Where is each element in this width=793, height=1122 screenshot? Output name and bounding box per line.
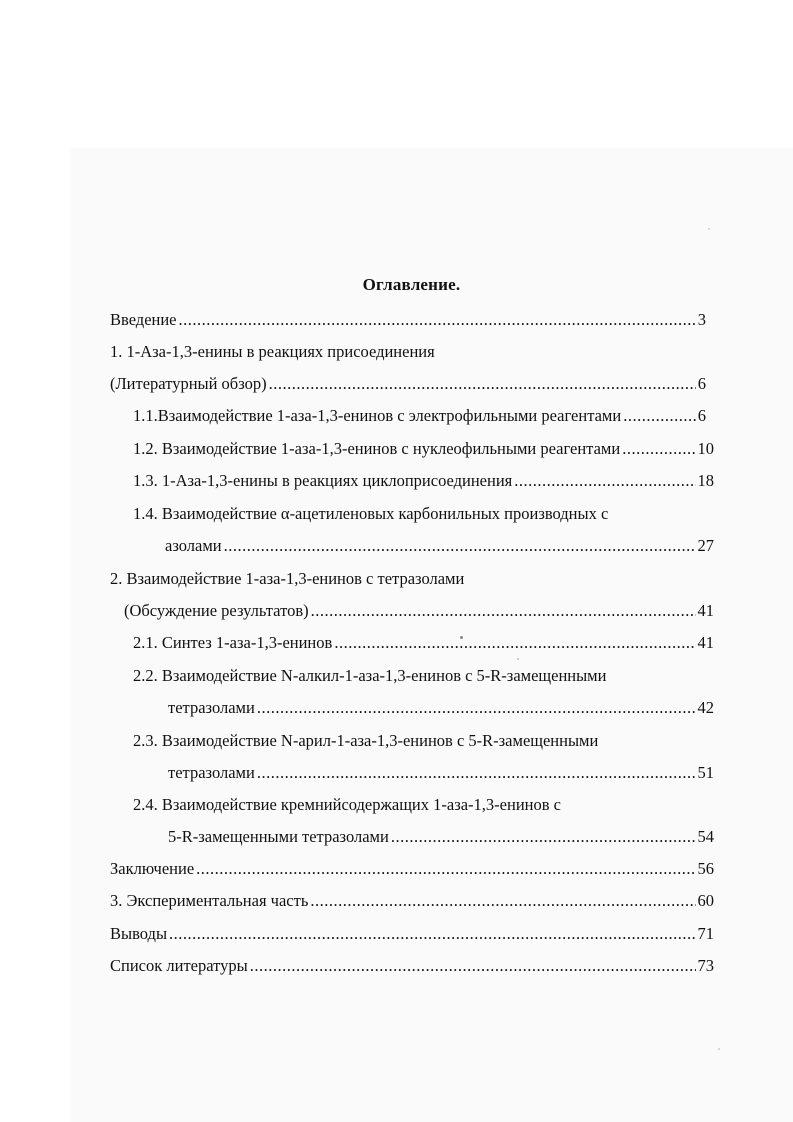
- toc-entry-chapter-3: [110, 891, 714, 911]
- scan-speck: [718, 1048, 720, 1050]
- toc-entry-label: 3. Экспериментальная часть: [110, 891, 309, 910]
- toc-entry-label: (Литературный обзор): [110, 374, 267, 393]
- toc-entry-label: 2. Взаимодействие 1-аза-1,3-енинов с тетразолами: [110, 569, 465, 588]
- toc-page-number: 18: [697, 471, 714, 490]
- toc-dot-leader: [257, 763, 696, 783]
- toc-entry-label: 1.2. Взаимодействие 1-аза-1,3-енинов с нуклеофильными реагентами: [133, 439, 621, 458]
- toc-entry-2-4: [133, 795, 714, 815]
- toc-dot-leader: [622, 439, 695, 459]
- toc-page-number: 56: [697, 859, 714, 878]
- toc-entry-1-4: [133, 504, 706, 524]
- toc-entry-label: 1.1.Взаимодействие 1-аза-1,3-енинов с электрофильными реагентами: [133, 406, 622, 425]
- toc-entry-label: 2.4. Взаимодействие кремнийсодержащих 1-аза-1,3-енинов с: [133, 795, 561, 814]
- toc-entry-1-3: [133, 471, 714, 491]
- toc-entry-conclusion: [110, 859, 714, 879]
- toc-entry-label: 2.1. Синтез 1-аза-1,3-енинов: [133, 633, 333, 652]
- toc-entry-2-3: [133, 731, 714, 751]
- toc-entry-1-4-cont: [165, 536, 714, 556]
- toc-dot-leader: [257, 698, 696, 718]
- toc-entry-label: 2.2. Взаимодействие N-алкил-1-аза-1,3-енинов с 5-R-замещенными: [133, 666, 607, 685]
- toc-dot-leader: [196, 859, 695, 879]
- toc-page-number: 10: [697, 439, 714, 458]
- toc-dot-leader: [269, 374, 696, 394]
- toc-dot-leader: [179, 310, 696, 330]
- toc-entry-label: азолами: [165, 536, 222, 555]
- toc-entry-1-1: [133, 406, 706, 426]
- toc-entry-2-4-cont: [168, 827, 714, 847]
- scan-speck: [460, 636, 463, 639]
- toc-page-number: 3: [697, 310, 706, 329]
- toc-entry-label: Выводы: [110, 924, 168, 943]
- toc-dot-leader: [623, 406, 696, 426]
- scan-speck: [708, 228, 710, 230]
- toc-entry-2-3-cont: [168, 763, 714, 783]
- toc-dot-leader: [250, 956, 696, 976]
- toc-entry-introduction: [110, 310, 706, 330]
- toc-page-number: 73: [697, 956, 714, 975]
- toc-entry-label: Список литературы: [110, 956, 248, 975]
- toc-dot-leader: [334, 633, 695, 653]
- toc-dot-leader: [169, 924, 695, 944]
- toc-entry-conclusions: [110, 924, 714, 944]
- toc-entry-label: 1. 1-Аза-1,3-енины в реакциях присоединения: [110, 342, 435, 361]
- toc-page-number: 42: [697, 698, 714, 717]
- toc-title: Оглавление.: [362, 275, 461, 294]
- toc-dot-leader: [311, 601, 696, 621]
- toc-dot-leader: [224, 536, 696, 556]
- toc-page-number: 6: [697, 374, 706, 393]
- toc-entry-label: Введение: [110, 310, 177, 329]
- toc-page-number: 27: [697, 536, 714, 555]
- toc-dot-leader: [391, 827, 696, 847]
- toc-entry-1-2: [133, 439, 714, 459]
- toc-entry-chapter-2-cont: [124, 601, 714, 621]
- toc-page-number: 51: [697, 763, 714, 782]
- toc-dot-leader: [310, 891, 695, 911]
- toc-entry-chapter-1: [110, 342, 706, 362]
- toc-entry-references: [110, 956, 714, 976]
- toc-entry-label: тетразолами: [168, 763, 255, 782]
- toc-entry-label: 2.3. Взаимодействие N-арил-1-аза-1,3-енинов с 5-R-замещенными: [133, 731, 599, 750]
- toc-page-number: 71: [697, 924, 714, 943]
- toc-page-number: 60: [697, 891, 714, 910]
- toc-entry-label: 1.3. 1-Аза-1,3-енины в реакциях циклоприсоединения: [133, 471, 513, 490]
- toc-entry-label: Заключение: [110, 859, 195, 878]
- toc-page-number: 54: [697, 827, 714, 846]
- toc-entry-2-1: [133, 633, 714, 653]
- toc-entry-label: тетразолами: [168, 698, 255, 717]
- scan-speck: [517, 658, 519, 660]
- toc-page-number: 41: [697, 633, 714, 652]
- toc-entry-chapter-2: [110, 569, 714, 589]
- toc-entry-chapter-1-cont: [110, 374, 706, 394]
- toc-dot-leader: [514, 471, 695, 491]
- toc-page-number: 41: [697, 601, 714, 620]
- toc-entry-label: 1.4. Взаимодействие α-ацетиленовых карбонильных производных с: [133, 504, 609, 523]
- toc-page-number: 6: [697, 406, 706, 425]
- toc-entry-2-2: [133, 666, 714, 686]
- toc-entry-label: 5-R-замещенными тетразолами: [168, 827, 389, 846]
- toc-entry-2-2-cont: [168, 698, 714, 718]
- toc-entry-label: (Обсуждение результатов): [124, 601, 309, 620]
